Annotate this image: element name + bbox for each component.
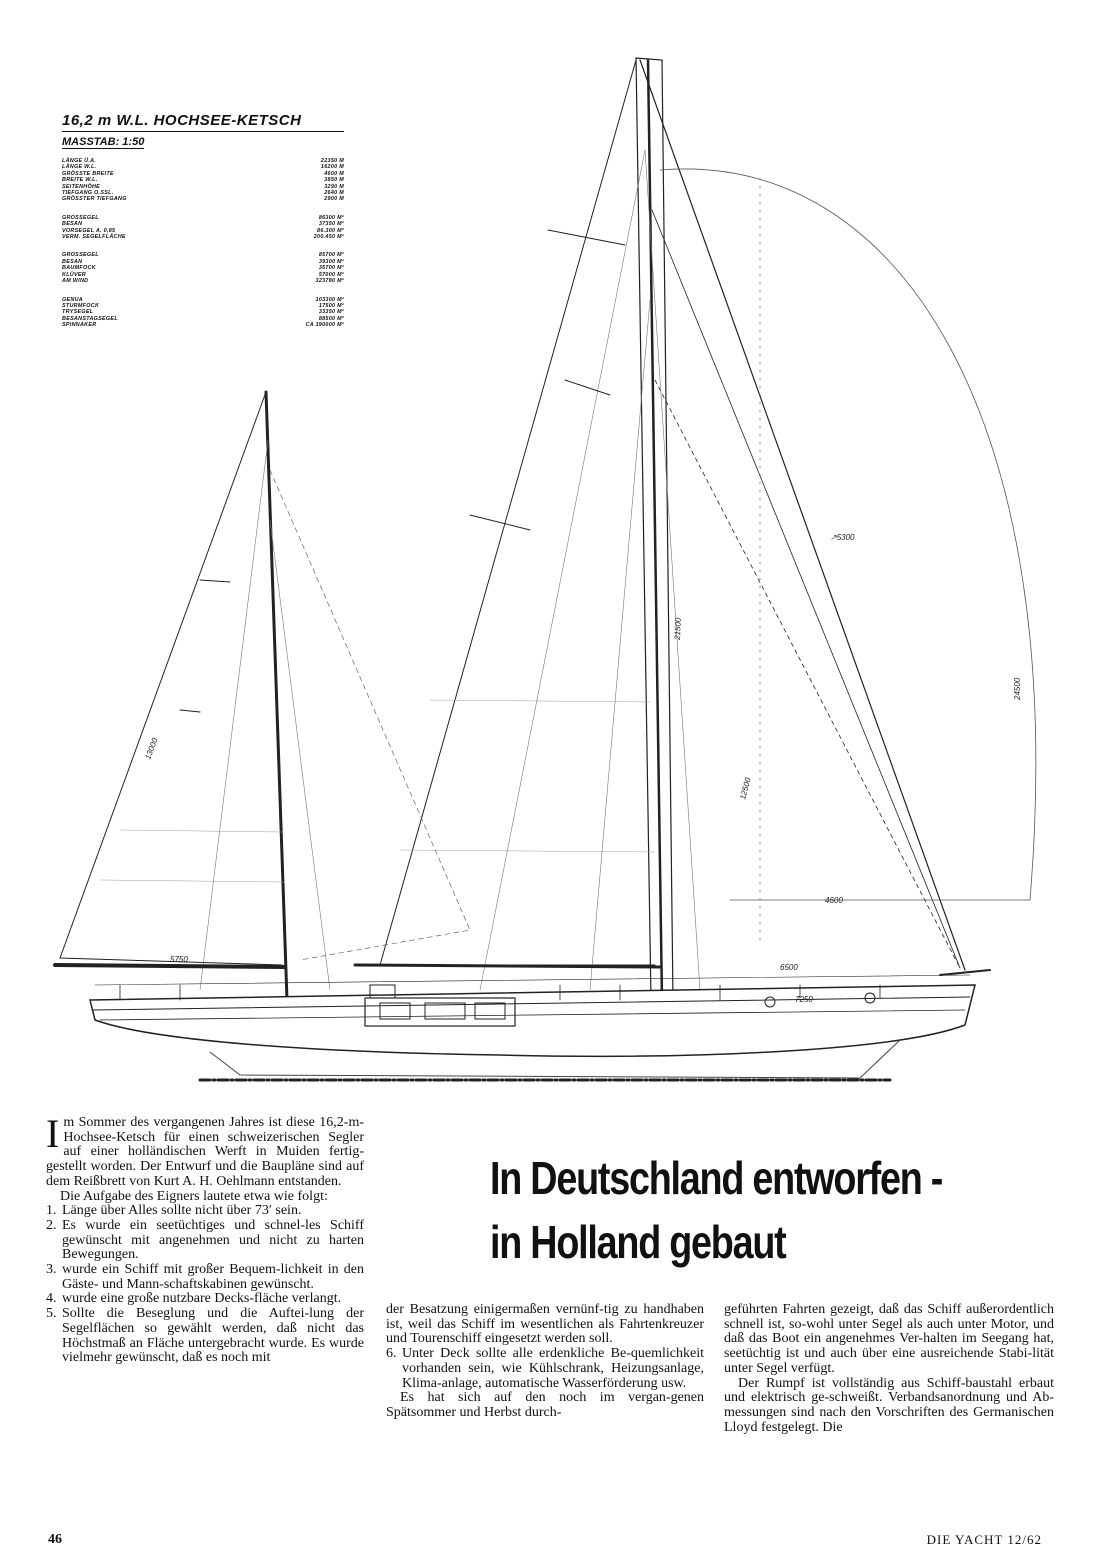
spec-value: CA 190000 M² (305, 322, 344, 329)
task-paragraph: Die Aufgabe des Eigners lautete etwa wie folgt: (60, 1188, 328, 1204)
boom-main-label: 6500 (780, 963, 798, 972)
spec-title: 16,2 m W.L. HOCHSEE-KETSCH (62, 112, 344, 132)
list-text: wurde eine große nutzbare Decks-fläche verlangt. (62, 1291, 342, 1307)
list-number: 5. (46, 1306, 57, 1322)
spec-label: GROSSEGEL (62, 214, 99, 221)
article-column-3 (724, 1303, 1054, 1435)
headline-line-1: In Deutschland entworfen - (490, 1152, 943, 1204)
list-item (46, 1292, 364, 1307)
spec-value: 3850 M (324, 177, 344, 184)
requirements-list (46, 1204, 364, 1366)
boom-mizzen-label: 5750 (170, 955, 188, 964)
spec-label: STURMFOCK (62, 302, 100, 309)
spec-group (62, 158, 344, 203)
spec-label: GROSSEGEL (62, 252, 99, 259)
spec-label: BAUMFOCK (62, 265, 96, 272)
spec-value: 22350 M (320, 158, 344, 164)
headline-line-2: in Holland gebaut (490, 1216, 786, 1268)
spec-label: KLÜVER (62, 271, 86, 278)
spec-scale: MASSTAB: 1:50 (62, 136, 145, 148)
intro-paragraph: m Sommer des vergangenen Jahres ist diese 16,2-m-Hochsee-Ketsch für einen schweizerischen Segler auf einer holländischen Werft in Muiden fertig-gestellt worden. Der Entwurf und die Baupläne sind auf dem Reißbrett von Kurt A. H. Oehlmann entstanden. (46, 1115, 364, 1189)
spec-group (62, 252, 344, 284)
spec-label: SEITENHÖHE (62, 183, 101, 190)
spec-value: 2640 M (324, 190, 344, 197)
spec-groups (62, 158, 344, 329)
list-number: 2. (46, 1217, 57, 1233)
bowsprit-label: 4600 (825, 896, 843, 905)
list-item (386, 1347, 704, 1391)
spec-label: AM WIND (62, 278, 89, 285)
spec-value: 39300 M² (318, 258, 344, 265)
spec-label: BESAN (62, 221, 83, 228)
spec-row (62, 196, 344, 202)
article-column-1 (46, 1111, 364, 1366)
deck-fwd-label: 7250 (795, 995, 813, 1004)
mizzen-height-label: 13000 (143, 736, 160, 761)
list-item (46, 1204, 364, 1219)
list-text: Sollte die Beseglung und die Auftei-lung der Segelflächen so gewählt werden, daß nicht das Höchstmaß an Fläche untergebracht wurde. Es wurde vielmehr gewünscht, daß es noch mit (62, 1306, 364, 1366)
dropcap: I (46, 1111, 60, 1156)
list-number: 1. (46, 1203, 57, 1219)
spec-value: 35700 M² (318, 265, 344, 272)
list-text: Länge über Alles sollte nicht über 73′ sein. (62, 1203, 302, 1219)
paragraph: Es hat sich auf den noch im vergan-genen Spätsommer und Herbst durch- (386, 1390, 704, 1420)
spec-value: 17500 M² (318, 302, 344, 309)
spec-value: 200.450 M² (313, 234, 344, 241)
list-item (46, 1307, 364, 1366)
spec-label: GENUA (62, 296, 83, 303)
spec-value: 103300 M² (315, 296, 344, 303)
spec-value: 88500 M² (318, 315, 344, 322)
spec-label: GRÖSSTE BREITE (62, 170, 114, 177)
spec-label: TIEFGANG O.SSL. (62, 190, 114, 197)
forestay-label: ↗5300 (830, 533, 855, 542)
paragraph: geführten Fahrten gezeigt, daß das Schiff außerordentlich schnell ist, so-wohl unter Segel als auch unter Motor, und daß das Boot ein angenehmes Ver-halten im Seegang hat, seetüchtig ist und auch über eine ausreichende Stabi-lität unter Segel verfügt. (724, 1302, 1054, 1376)
main-height-label: 21500 (673, 617, 683, 641)
spec-value: 57000 M² (318, 271, 344, 278)
spec-value: 33350 M² (318, 309, 344, 316)
spec-value: 16200 M (320, 164, 344, 171)
spec-value: 2900 M (324, 196, 344, 203)
spec-group (62, 215, 344, 241)
list-number: 4. (46, 1291, 57, 1307)
spec-value: 3290 M (324, 183, 344, 190)
page-number: 46 (48, 1532, 62, 1547)
paragraph: Der Rumpf ist vollständig aus Schiff-baustahl erbaut und elektrisch ge-schweißt. Verbandsanordnung und Ab-messungen sind nach den Vorschriften des Germanischen Lloyd festgelegt. Die (724, 1375, 1054, 1435)
headline (490, 1146, 943, 1274)
spec-row (62, 322, 344, 328)
spec-label: VERM. SEGELFLÄCHE (62, 234, 126, 241)
list-number: 3. (46, 1262, 57, 1278)
list-text: wurde ein Schiff mit großer Bequem-lichkeit in den Gäste- und Mann-schaftskabinen gewünscht. (62, 1262, 364, 1292)
spec-label: BESANSTAGSEGEL (62, 315, 118, 322)
spinnaker-label: 24500 (1013, 677, 1022, 700)
running-title: DIE YACHT 12/62 (926, 1532, 1042, 1547)
list-item (46, 1219, 364, 1263)
list-text: Unter Deck sollte alle erdenkliche Be-quemlichkeit vorhanden sein, wie Kühlschrank, Heizungsanlage, Klima-anlage, automatische Wasserförderung usw. (402, 1346, 704, 1391)
spec-label: BREITE W.L. (62, 177, 98, 184)
spec-value: 85700 M² (318, 252, 344, 259)
spec-value: 323780 M² (315, 278, 344, 285)
article-column-2 (386, 1303, 704, 1421)
spec-row (62, 278, 344, 284)
spec-label: GRÖSSTER TIEFGANG (62, 196, 127, 203)
spec-group (62, 297, 344, 329)
spec-value: 86300 M² (318, 214, 344, 221)
spec-value: 86.300 M² (317, 227, 344, 234)
spec-row (62, 234, 344, 240)
list-item (46, 1263, 364, 1292)
spec-label: BESAN (62, 258, 83, 265)
spec-label: TRYSEGEL (62, 309, 94, 316)
spec-label: VORSEGEL A. 0,85 (62, 227, 116, 234)
spec-value: 37350 M² (318, 221, 344, 228)
spec-label: LÄNGE Ü.A. (62, 158, 97, 164)
genoa-label: 12500 (738, 776, 753, 801)
continued-paragraph: der Besatzung einigermaßen vernünf-tig zu handhaben ist, weil das Schiff im wesentlichen als Fahrtenkreuzer und Tourenschiff eingesetzt werden soll. (386, 1302, 704, 1347)
spec-table (62, 112, 344, 329)
spec-label: SPINNAKER (62, 322, 97, 329)
list-text: Es wurde ein seetüchtiges und schnel-les Schiff gewünscht mit angenehmen und nicht zu harten Bewegungen. (62, 1217, 364, 1263)
spec-value: 4600 M (324, 170, 344, 177)
list-number: 6. (386, 1346, 397, 1362)
spec-label: LÄNGE W.L. (62, 164, 97, 171)
